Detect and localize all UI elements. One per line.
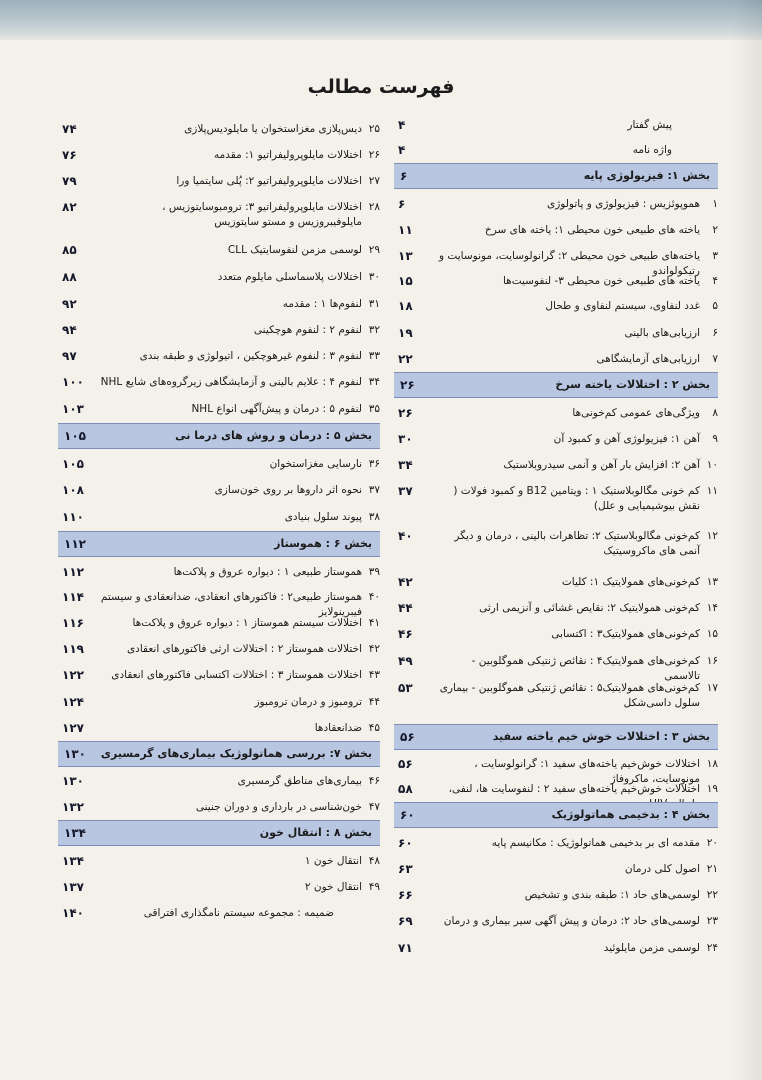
section-title: بخش ۶ : هموستاز [274,537,372,550]
toc-entry [58,148,380,163]
chapter-number: ۱۱ [706,485,718,497]
page-number: ۴۴ [398,601,413,615]
toc-entry [394,681,718,711]
toc-entry [58,721,380,736]
page-number: ۶۰ [398,836,413,850]
toc-entry [394,197,718,212]
chapter-number: ۳۴ [368,376,380,388]
chapter-number: ۴ [712,275,718,287]
chapter-number: ۱۶ [706,655,718,667]
chapter-number: ۱ [712,198,718,210]
page-number: ۵۳ [398,681,413,695]
chapter-number: ۸ [712,407,718,419]
chapter-number: ۱۰ [706,459,718,471]
chapter-number: ۳۱ [368,298,380,310]
chapter-title: اختلالات هموستاز ۲ : اختلالات ارثی فاکتورهای انعقادی [126,643,362,655]
page-number: ۱۳۲ [62,800,84,814]
chapter-number: ۱۴ [706,602,718,614]
chapter-number: ۲۵ [368,123,380,135]
toc-entry [58,774,380,789]
toc-entry [58,616,380,631]
chapter-number: ۲۴ [706,942,718,954]
chapter-number: ۵ [712,300,718,312]
chapter-number: ۴۶ [368,775,380,787]
chapter-title: مقدمه ای بر بدخیمی هماتولوژیک : مکانیسم پایه [491,837,700,849]
chapter-number: ۱۹ [706,783,718,795]
chapter-number: ۴۸ [368,855,380,867]
chapter-title: کم‌خونی مگالوبلاستیک ۲: تظاهرات بالینی ، درمان و دیگر آنمی های ماکروسیتیک [454,530,700,557]
page-number: ۷۶ [62,148,77,162]
chapter-title: کم‌خونی‌های همولایتیک۴ : نقائص ژنتیکی هموگلوبین - تالاسمی [471,655,700,682]
chapter-number: ۱۸ [706,758,718,770]
toc-section-header [394,372,718,398]
section-title: بخش ۳ : اختلالات خوش خیم یاخته سفید [492,730,710,743]
chapter-title: اختلالات مایلوپرولیفراتیو ۳: ترومبوسایتوزیس ، مایلوفیبروزیس و مستو سایتوزیس [162,201,362,228]
page-number: ۱۲۷ [62,721,84,735]
chapter-number: ۴۳ [368,669,380,681]
chapter-number: ۳۷ [368,484,380,496]
section-page-number: ۵۶ [400,730,415,744]
chapter-title: اختلالات مایلوپرولیفراتیو ۲: پُلی سایتمیا ورا [176,175,362,187]
page-number: ۸۸ [62,270,77,284]
page-number: ۱۳۴ [62,854,84,868]
toc-entry [58,200,380,230]
toc-entry [394,862,718,877]
toc-entry [58,375,380,390]
page-number: ۷۴ [62,122,77,136]
chapter-title: یاخته های طبیعی خون محیطی ۱: یاخته های سرخ [484,224,700,236]
section-page-number: ۱۳۰ [64,747,86,761]
toc-entry [394,299,718,314]
page-number: ۶۹ [398,914,413,928]
toc-entry [58,174,380,189]
page-number: ۶۳ [398,862,413,876]
page-number: ۱۱ [398,223,413,237]
page-number: ۴ [398,118,406,132]
toc-entry [58,270,380,285]
toc-entry [394,914,718,929]
chapter-number: ۲۷ [368,175,380,187]
chapter-number: ۴۹ [368,881,380,893]
chapter-title: پیش گفتار [627,119,672,131]
chapter-number: ۱۲ [706,530,718,542]
toc-entry [58,854,380,869]
toc-section-header [58,820,380,846]
page-number: ۱۱۰ [62,510,84,524]
toc-entry [394,529,718,559]
section-title: بخش ۷: بررسی هماتولوژیک بیماری‌های گرمسیری [100,747,372,760]
chapter-number: ۲۳ [706,915,718,927]
chapter-title: آهن ۲: افزایش بار آهن و آنمی سیدروبلاستیک [503,459,700,471]
chapter-number: ۶ [712,327,718,339]
chapter-number: ۲۶ [368,149,380,161]
toc-entry [58,880,380,895]
chapter-number: ۳۲ [368,324,380,336]
chapter-number: ۲۸ [368,201,380,213]
toc-entry [394,654,718,684]
chapter-title: انتقال خون ۲ [304,881,362,893]
chapter-title: کم‌خونی‌های همولایتیک ۱: کلیات [561,576,700,588]
chapter-title: انتقال خون ۱ [304,855,362,867]
section-title: بخش ۸ : انتقال خون [259,826,372,839]
page-number: ۴۲ [398,575,413,589]
chapter-number: ۳۳ [368,350,380,362]
toc-entry [394,223,718,238]
page-number: ۱۹ [398,326,413,340]
page-number: ۱۵ [398,274,413,288]
toc-entry [394,458,718,473]
page-title: فهرست مطالب [307,76,455,98]
chapter-title: لنفوم ۳ : لنفوم غیرهوچکین ، اتیولوژی و طبقه بندی [139,350,362,362]
page-number: ۸۲ [62,200,77,214]
chapter-number: ۴۱ [368,617,380,629]
chapter-title: اختلالات پلاسماسلی مایلوم متعدد [217,271,362,283]
chapter-title: هموستاز طبیعی ۱ : دیواره عروق و پلاکت‌ها [173,566,362,578]
top-band [0,0,762,40]
chapter-title: لنفوم ۵ : درمان و پیش‌آگهی انواع NHL [191,403,362,415]
page-number: ۹۴ [62,323,77,337]
page-number: ۱۱۹ [62,642,84,656]
page-number: ۴۹ [398,654,413,668]
toc-entry [58,695,380,710]
page-number: ۱۰۵ [62,457,84,471]
chapter-title: اختلالات خوش‌خیم یاخته‌های سفید ۱: گرانولوسایت ، مونوسایت، ماکروفاژ [474,758,700,785]
chapter-title: واژه نامه [632,144,672,156]
chapter-title: اختلالات سیستم هموستاز ۱ : دیواره عروق و پلاکت‌ها [132,617,362,629]
section-page-number: ۱۱۲ [64,537,86,551]
chapter-title: دیس‌پلازی مغزاستخوان یا مایلودیس‌پلازی [184,123,362,135]
toc-section-header [58,423,380,449]
toc-section-header [58,531,380,557]
chapter-number: ۲۱ [706,863,718,875]
chapter-number: ۳ [712,250,718,262]
toc-entry [58,668,380,683]
section-title: بخش ۲ : اختلالات یاخته سرخ [555,378,710,391]
chapter-title: پیوند سلول بنیادی [284,511,362,523]
chapter-number: ۴۷ [368,801,380,813]
toc-entry [394,484,718,514]
chapter-title: آهن ۱: فیزیولوژی آهن و کمبود آن [553,433,700,445]
chapter-title: اختلالات هموستاز ۳ : اختلالات اکتسابی فاکتورهای انعقادی [111,669,362,681]
chapter-number: ۳۵ [368,403,380,415]
toc-entry [58,323,380,338]
chapter-title: لنفوم ۴ : علایم بالینی و آزمایشگاهی زیرگروه‌های شایع NHL [100,376,362,388]
toc-entry [394,601,718,616]
chapter-number: ۴۰ [368,591,380,603]
toc-entry [58,457,380,472]
chapter-title: کم‌خونی‌های همولایتیک۳ : اکتسابی [551,628,700,640]
page-number: ۱۲۴ [62,695,84,709]
page-number: ۲۶ [398,406,413,420]
chapter-number: ۹ [712,433,718,445]
chapter-title: اصول کلی درمان [624,863,700,875]
page-number: ۶۶ [398,888,413,902]
chapter-number: ۲۰ [706,837,718,849]
toc-entry [58,483,380,498]
section-page-number: ۱۰۵ [64,429,86,443]
page-number: ۶ [398,197,406,211]
toc-entry [394,326,718,341]
chapter-title: لنفوم ۲ : لنفوم هوچکینی [253,324,362,336]
page-number: ۱۱۶ [62,616,84,630]
chapter-title: لنفوم‌ها ۱ : مقدمه [282,298,362,310]
chapter-title: لوسمی‌های حاد ۱: طبقه بندی و تشخیص [524,889,700,901]
chapter-title: ارزیابی‌های بالینی [624,327,700,339]
toc-entry [394,836,718,851]
toc-entry [58,642,380,657]
toc-section-header [394,163,718,189]
toc-entry [58,510,380,525]
chapter-number: ۱۷ [706,682,718,694]
page-number: ۱۱۲ [62,565,84,579]
chapter-title: لوسمی مزمن لنفوسایتیک CLL [227,244,362,256]
toc-entry [394,432,718,447]
chapter-number: ۴۴ [368,696,380,708]
chapter-number: ۳۹ [368,566,380,578]
page-number: ۱۰۰ [62,375,84,389]
chapter-title: ضمیمه : مجموعه سیستم نامگذاری افتراقی [143,907,334,919]
section-title: بخش ۴ : بدخیمی هماتولوژیک [551,808,710,821]
page-number: ۱۱۴ [62,590,84,604]
chapter-title: یاخته‌های طبیعی خون محیطی ۲: گرانولوسایت، مونوسایت و رتیکولواندو [439,250,700,277]
toc-entry [394,274,718,289]
page-number: ۱۸ [398,299,413,313]
page-shadow [732,0,762,1080]
page-number: ۳۰ [398,432,413,446]
toc-entry [58,800,380,815]
toc-entry [394,575,718,590]
section-page-number: ۶ [400,169,408,183]
toc-entry [394,941,718,956]
chapter-number: ۳۶ [368,458,380,470]
chapter-title: لوسمی مزمن مایلوئید [603,942,700,954]
toc-section-header [394,724,718,750]
chapter-number: ۳۸ [368,511,380,523]
section-page-number: ۶۰ [400,808,415,822]
page-number: ۳۴ [398,458,413,472]
chapter-title: کم خونی مگالوبلاستیک ۱ : ویتامین B12 و کمبود فولات ( نقش بیوشیمیایی و علل) [453,485,700,512]
chapter-title: ویژگی‌های عمومی کم‌خونی‌ها [572,407,700,419]
page-number: ۱۲۲ [62,668,84,682]
chapter-number: ۲۹ [368,244,380,256]
page-number: ۵۸ [398,782,413,796]
toc-entry [394,406,718,421]
chapter-number: ۴۵ [368,722,380,734]
chapter-title: کم‌خونی همولایتیک ۲: نقایص غشائی و آنزیمی ارثی [479,602,700,614]
chapter-number: ۲۲ [706,889,718,901]
toc-entry [58,297,380,312]
chapter-title: ضدانعقادها [314,722,362,734]
toc-entry [58,243,380,258]
toc-entry [58,565,380,580]
section-page-number: ۲۶ [400,378,415,392]
chapter-title: هموستاز طبیعی۲ : فاکتورهای انعقادی، ضدانعقادی و سیستم فیبرینولایز [100,591,362,618]
toc-entry [394,143,718,158]
chapter-number: ۴۲ [368,643,380,655]
toc-section-header [394,802,718,828]
page-number: ۴۶ [398,627,413,641]
chapter-title: کم‌خونی‌های همولایتیک۵ : نقائص ژنتیکی هموگلوبین - بیماری سلول داسی‌شکل [439,682,700,709]
toc-entry [58,122,380,137]
page-number: ۱۴۰ [62,906,84,920]
page-number: ۱۳ [398,249,413,263]
page-number: ۸۵ [62,243,77,257]
page-number: ۷۹ [62,174,77,188]
chapter-number: ۱۳ [706,576,718,588]
section-page-number: ۱۳۴ [64,826,86,840]
page-number: ۴۰ [398,529,413,543]
toc-entry [394,352,718,367]
chapter-title: یاخته های طبیعی خون محیطی ۳- لنفوسیت‌ها [502,275,700,287]
page-number: ۱۳۷ [62,880,84,894]
chapter-title: خون‌شناسی در بارداری و دوران جنینی [195,801,362,813]
chapter-number: ۳۰ [368,271,380,283]
toc-entry [394,888,718,903]
page-number: ۱۳۰ [62,774,84,788]
page-number: ۵۶ [398,757,413,771]
chapter-title: اختلالات خوش‌خیم یاخته‌های سفید ۲ : لنفوسایت ها، لنفی، [448,783,700,795]
toc-entry [58,402,380,417]
chapter-title: هموپوئزیس : فیزیولوژی و پاتولوژی [547,198,700,210]
section-title: بخش ۵ : درمان و روش های درما نی [175,429,372,442]
chapter-title: غدد لنفاوی، سیستم لنفاوی و طحال [545,300,700,312]
chapter-title: بیماری‌های مناطق گرمسیری [237,775,362,787]
page-number: ۷۱ [398,941,413,955]
toc-entry [58,906,380,921]
page-number: ۲۲ [398,352,413,366]
chapter-title: نحوه اثر داروها بر روی خون‌سازی [214,484,362,496]
toc-entry [394,627,718,642]
chapter-title: ارزیابی‌های آزمایشگاهی [596,353,700,365]
chapter-title: نارسایی مغزاستخوان [269,458,362,470]
page-number: ۴ [398,143,406,157]
chapter-title: لوسمی‌های حاد ۲: درمان و پیش آگهی سیر بیماری و درمان [443,915,700,927]
page-number: ۹۷ [62,349,77,363]
page-number: ۳۷ [398,484,413,498]
chapter-number: ۱۵ [706,628,718,640]
chapter-title: اختلالات مایلوپرولیفراتیو ۱: مقدمه [214,149,362,161]
page-number: ۹۲ [62,297,77,311]
toc-section-header [58,741,380,767]
toc-entry [58,349,380,364]
section-title: بخش ۱: فیزیولوژی پایه [583,169,710,182]
page-number: ۱۰۳ [62,402,84,416]
toc-entry [394,118,718,133]
chapter-number: ۷ [712,353,718,365]
chapter-number: ۲ [712,224,718,236]
page-number: ۱۰۸ [62,483,84,497]
chapter-title: ترومبوز و درمان ترومبوز [254,696,362,708]
